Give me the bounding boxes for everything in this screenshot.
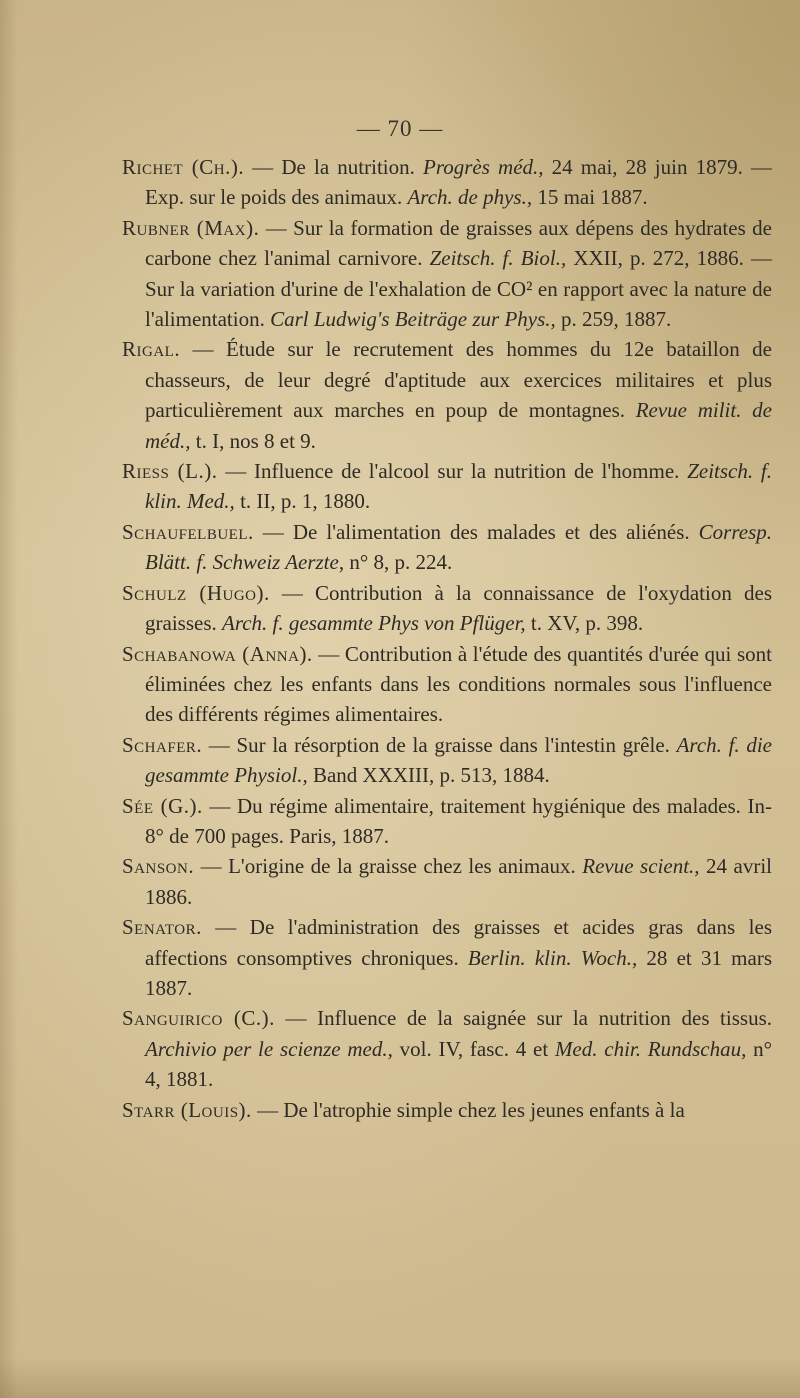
entry-journal: Corresp. Blätt. f. Schweiz Aerzte,	[145, 519, 772, 575]
entry-text: Band XXXIII, p. 513, 1884.	[307, 763, 550, 788]
bibliography-list	[122, 152, 772, 1125]
entry-author: Schulz (Hugo).	[122, 580, 270, 605]
entry-journal: Arch. f. gesammte Phys von Pflüger,	[222, 611, 526, 636]
entry-text: — Sur la formation de graisses aux dépens des hydrates de carbone chez l'animal carnivore.	[145, 215, 772, 271]
entry-author: Schabanowa (Anna).	[122, 641, 313, 666]
bibliography-entry	[122, 639, 772, 730]
bibliography-entry	[122, 334, 772, 456]
entry-text: 24 mai, 28 juin 1879. — Exp. sur le poids des animaux.	[145, 155, 772, 210]
page-number: — 70 —	[356, 116, 444, 141]
entry-text: n° 4, 1881.	[145, 1036, 773, 1092]
entry-author: Sée (G.).	[122, 793, 203, 818]
bibliography-entry	[122, 578, 772, 639]
entry-text: — Contribution à la connaissance de l'oxydation des graisses.	[145, 580, 772, 636]
entry-journal: Med. chir. Rundschau,	[554, 1036, 747, 1061]
bibliography-entry	[122, 517, 772, 578]
entry-author: Sanguirico (C.).	[122, 1006, 275, 1031]
entry-author: Senator.	[122, 915, 202, 940]
entry-text: — Du régime alimentaire, traitement hygiénique des malades. In-8° de 700 pages. Paris, 1887.	[145, 793, 773, 848]
entry-author: Rigal.	[122, 337, 181, 362]
entry-text: — De la nutrition.	[244, 155, 424, 179]
bibliography-entry	[122, 456, 772, 517]
entry-text: n° 8, p. 224.	[344, 550, 453, 575]
entry-author: Richet (Ch.).	[122, 155, 245, 179]
entry-text: 24 avril 1886.	[145, 854, 772, 909]
entry-text: — Influence de l'alcool sur la nutrition de l'homme.	[217, 459, 688, 484]
entry-author: Sanson.	[122, 854, 195, 879]
bibliography-entry	[122, 1095, 772, 1125]
entry-text: XXII, p. 272, 1886. — Sur la variation d'urine de l'exhalation de CO² en rapport avec la nature de l'alimentation.	[145, 246, 772, 332]
page-edge-shadow-left	[0, 0, 18, 1398]
entry-author: Schafer.	[122, 732, 203, 757]
bibliography-entry	[122, 851, 772, 912]
bibliography-entry	[122, 730, 772, 791]
entry-text: — De l'alimentation des malades et des aliénés.	[253, 519, 699, 544]
bibliography-entry	[122, 152, 772, 213]
entry-text: — L'origine de la graisse chez les animaux.	[194, 854, 583, 879]
entry-journal: Progrès méd.,	[423, 155, 544, 179]
entry-journal: Archivio per le scienze med.,	[145, 1036, 393, 1061]
entry-journal: Zeitsch. f. klin. Med.,	[145, 459, 772, 514]
entry-journal: Revue milit. de méd.,	[145, 398, 772, 453]
entry-text: — De l'atrophie simple chez les jeunes enfants à la	[251, 1097, 685, 1122]
entry-text: t. XV, p. 398.	[525, 611, 644, 636]
entry-journal: Zeitsch. f. Biol.,	[429, 246, 567, 271]
entry-text: — Sur la résorption de la graisse dans l'intestin grêle.	[202, 732, 677, 757]
bibliography-entry	[122, 213, 772, 335]
entry-journal: Arch. de phys.,	[407, 185, 533, 210]
entry-author: Starr (Louis).	[122, 1097, 252, 1122]
entry-text: t. II, p. 1, 1880.	[234, 489, 371, 514]
entry-author: Rubner (Max).	[122, 215, 260, 240]
entry-text: — Contribution à l'étude des quantités d'urée qui sont éliminées chez les enfants dans les conditions normales sous l'influence des différents régimes alimentaires.	[145, 641, 772, 727]
entry-text: p. 259, 1887.	[555, 307, 672, 332]
entry-journal: Carl Ludwig's Beiträge zur Phys.,	[270, 307, 556, 332]
entry-author: Riess (L.).	[122, 459, 218, 484]
entry-journal: Revue scient.,	[582, 854, 700, 879]
entry-journal: Arch. f. die gesammte Physiol.,	[145, 732, 772, 788]
page-edge-shadow-bottom	[0, 1358, 800, 1398]
entry-text: 28 et 31 mars 1887.	[145, 945, 772, 1000]
entry-author: Schaufelbuel.	[122, 519, 254, 544]
bibliography-entry	[122, 912, 772, 1003]
entry-journal: Berlin. klin. Woch.,	[467, 945, 638, 970]
entry-text: — Étude sur le recrutement des hommes du 12e bataillon de chasseurs, de leur degré d'aptitude aux exercices militaires et plus particulièrement aux marches en poup de montagnes.	[145, 337, 772, 423]
bibliography-entry	[122, 791, 772, 852]
entry-text: — De l'administration des graisses et acides gras dans les affections consomptives chroniques.	[145, 915, 772, 970]
entry-text: — Influence de la saignée sur la nutrition des tissus.	[274, 1006, 772, 1031]
entry-text: t. I, nos 8 et 9.	[190, 428, 316, 453]
entry-text: vol. IV, fasc. 4 et	[392, 1036, 555, 1061]
entry-text: 15 mai 1887.	[532, 185, 648, 210]
bibliography-entry	[122, 1003, 772, 1094]
